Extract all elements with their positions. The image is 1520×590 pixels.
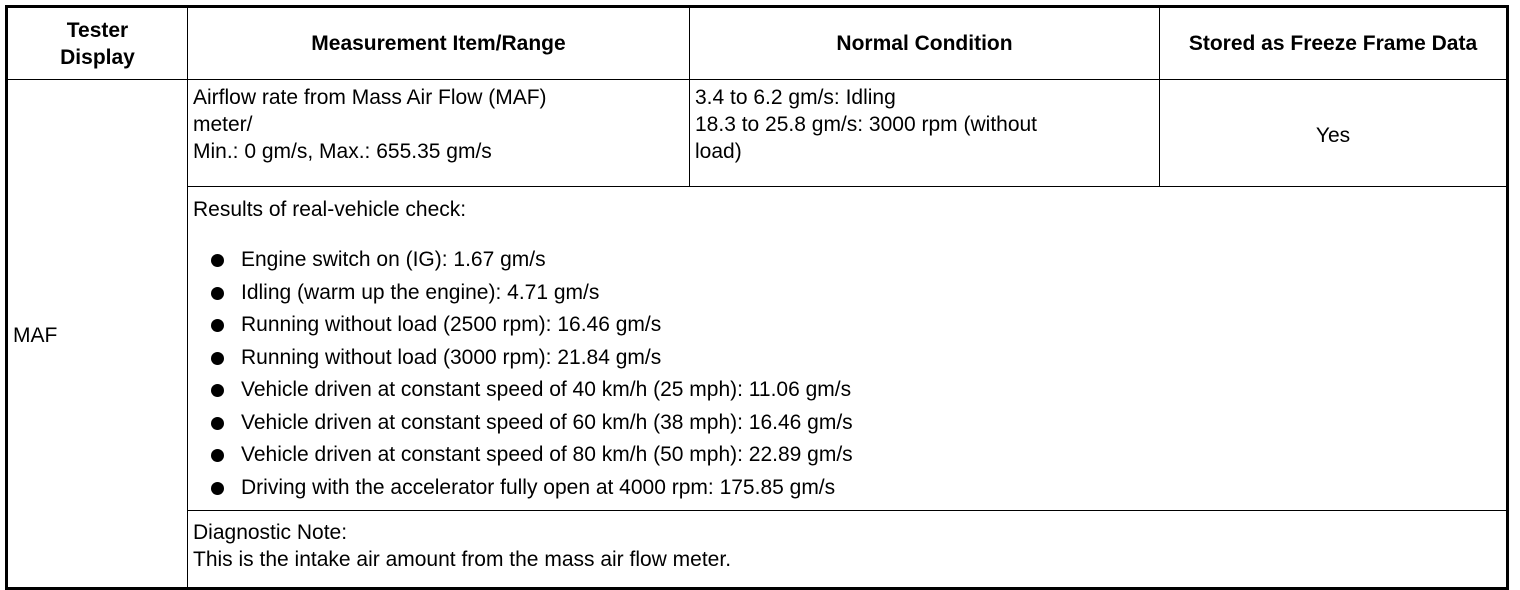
list-item [211, 472, 1501, 505]
check-item-text: Vehicle driven at constant speed of 40 km/h (25 mph): 11.06 gm/s [241, 378, 852, 401]
check-title: Results of real-vehicle check: [193, 198, 467, 221]
tester-display-cell: MAF [7, 80, 188, 589]
bullet-icon [211, 482, 224, 495]
list-item [211, 342, 1501, 375]
check-list [193, 244, 1501, 504]
check-item-text: Running without load (3000 rpm): 21.84 gm/s [241, 345, 662, 369]
freeze-frame-cell: Yes [1160, 80, 1508, 187]
check-item-text: Idling (warm up the engine): 4.71 gm/s [241, 280, 600, 304]
note-title: Diagnostic Note: [193, 521, 348, 544]
bullet-icon [211, 319, 224, 332]
list-item [211, 277, 1501, 310]
list-item [211, 439, 1501, 472]
check-item-text: Engine switch on (IG): 1.67 gm/s [241, 248, 546, 271]
header-normal-condition: Normal Condition [690, 7, 1160, 80]
real-vehicle-check-cell [188, 187, 1508, 511]
bullet-icon [211, 254, 224, 267]
header-freeze-frame: Stored as Freeze Frame Data [1160, 7, 1508, 80]
maf-data-table [5, 5, 1509, 590]
list-item [211, 407, 1501, 440]
bullet-icon [211, 287, 224, 300]
measurement-line: Min.: 0 gm/s, Max.: 655.35 gm/s [193, 140, 492, 163]
bullet-icon [211, 352, 224, 365]
check-item-text: Vehicle driven at constant speed of 60 km/h (38 mph): 16.46 gm/s [241, 410, 853, 434]
normal-condition-cell [690, 80, 1160, 187]
measurement-line: meter/ [193, 113, 253, 136]
normal-line: load) [695, 140, 742, 163]
note-text: This is the intake air amount from the mass air flow meter. [193, 548, 732, 571]
header-row [7, 7, 1508, 80]
list-item [211, 309, 1501, 342]
bullet-icon [211, 384, 224, 397]
normal-line: 3.4 to 6.2 gm/s: Idling [695, 86, 896, 109]
check-row [7, 187, 1508, 511]
measurement-line: Airflow rate from Mass Air Flow (MAF) [193, 86, 547, 109]
normal-line: 18.3 to 25.8 gm/s: 3000 rpm (without [695, 113, 1038, 136]
measurement-cell [188, 80, 690, 187]
bullet-icon [211, 449, 224, 462]
list-item [211, 244, 1501, 277]
table-row [7, 80, 1508, 187]
check-item-text: Driving with the accelerator fully open at 4000 rpm: 175.85 gm/s [241, 475, 836, 499]
note-row [7, 511, 1508, 589]
header-tester-display: Tester Display [7, 7, 188, 80]
check-item-text: Vehicle driven at constant speed of 80 km/h (50 mph): 22.89 gm/s [241, 443, 853, 466]
bullet-icon [211, 417, 224, 430]
header-measurement: Measurement Item/Range [188, 7, 690, 80]
check-item-text: Running without load (2500 rpm): 16.46 gm/s [241, 313, 662, 336]
list-item [211, 374, 1501, 407]
diagnostic-note-cell [188, 511, 1508, 589]
